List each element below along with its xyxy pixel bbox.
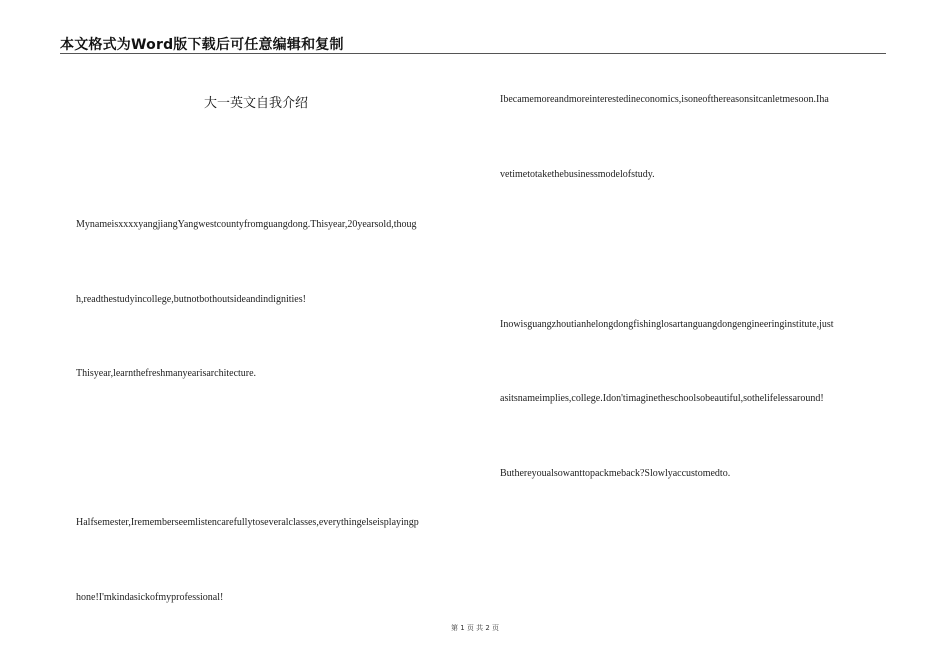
document-title: 大一英文自我介绍 (204, 96, 309, 111)
paragraph-line: Halfsemester,Irememberseemlistencarefullytoseveralclasses,everythingelseisplayingp (76, 517, 419, 528)
header-divider (60, 53, 886, 54)
paragraph-line: vetimetotakethebusinessmodelofstudy. (500, 169, 655, 180)
paragraph-line: Buthereyoualsowanttopackmeback?Slowlyaccustomedto. (500, 468, 731, 479)
paragraph-line: asitsnameimplies,college.Idon'timaginetheschoolsobeautiful,sothelifelessaround! (500, 393, 824, 404)
paragraph-line: Ibecamemoreandmoreinterestedineconomics,isoneofthereasonsitcanletmesoon.Iha (500, 94, 829, 105)
page-number: 第 1 页 共 2 页 (450, 624, 500, 632)
paragraph-line: hone!I'mkindasickofmyprofessional! (76, 592, 224, 603)
document-header: 本文格式为Word版下载后可任意编辑和复制 (60, 37, 344, 53)
paragraph-line: h,readthestudyincollege,butnotbothoutsideandindignities! (76, 294, 306, 305)
paragraph-line: Thisyear,learnthefreshmanyearisarchitecture. (76, 368, 257, 379)
paragraph-line: Inowisguangzhoutianhelongdongfishinglosartanguangdongengineeringinstitute,just (500, 319, 834, 330)
paragraph-line: MynameisxxxxyangjiangYangwestcountyfromguangdong.Thisyear,20yearsold,thoug (76, 219, 417, 230)
